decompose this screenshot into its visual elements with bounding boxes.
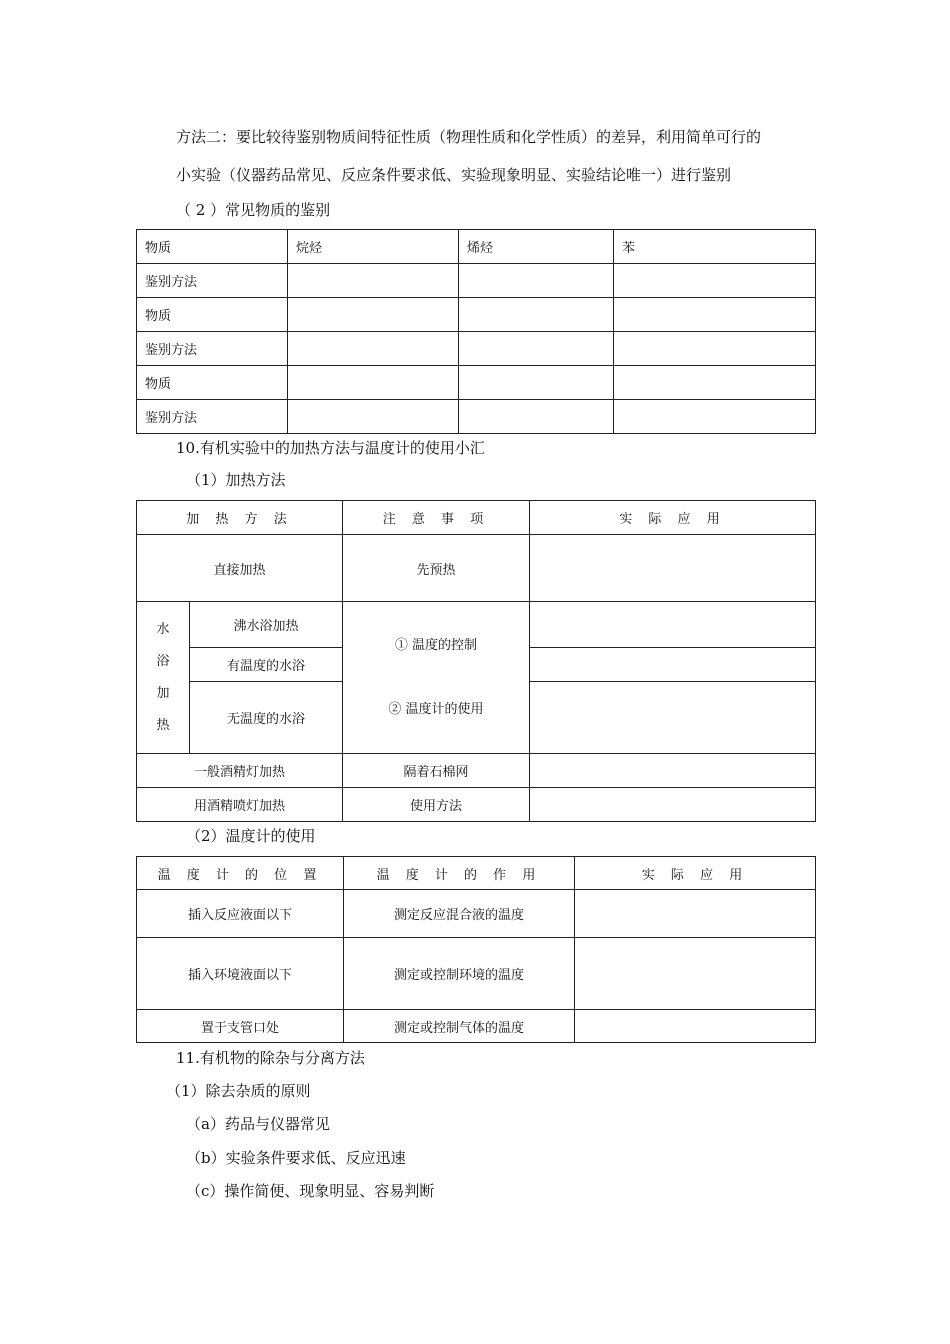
section-11-sub-1: （1）除去杂质的原则 [166, 1082, 311, 1100]
blank-cell [530, 602, 816, 648]
blank-cell [614, 264, 816, 298]
blank-cell [575, 890, 816, 938]
header-heating-method: 加 热 方 法 [137, 501, 343, 535]
cell-water-bath [137, 602, 190, 754]
section-11-heading: 11.有机物的除杂与分离方法 [176, 1049, 365, 1067]
cell-bath-notes [343, 602, 530, 754]
blank-cell [575, 1010, 816, 1043]
blank-cell [288, 366, 459, 400]
thermometer-table [136, 856, 816, 1043]
blank-cell [530, 682, 816, 754]
cell-function: 测定或控制环境的温度 [344, 938, 575, 1010]
blank-cell [530, 535, 816, 602]
header-application: 实 际 应 用 [575, 857, 816, 890]
water-bath-char: 水 [156, 621, 170, 637]
section-10-sub-2: （2）温度计的使用 [186, 827, 316, 845]
blank-cell [288, 264, 459, 298]
blank-cell [459, 400, 614, 434]
cell-position: 置于支管口处 [137, 1010, 344, 1043]
cell-method: 鉴别方法 [137, 332, 288, 366]
cell-alkene: 烯烃 [459, 230, 614, 264]
header-notes: 注 意 事 项 [343, 501, 530, 535]
blank-cell [614, 400, 816, 434]
header-thermometer-position: 温 度 计 的 位 置 [137, 857, 344, 890]
blank-cell [288, 298, 459, 332]
note-temperature-control: ① 温度的控制 [394, 637, 478, 653]
blank-cell [614, 366, 816, 400]
principle-b: （b）实验条件要求低、反应迅速 [186, 1149, 406, 1167]
cell-function: 测定反应混合液的温度 [344, 890, 575, 938]
blank-cell [459, 264, 614, 298]
principle-a: （a）药品与仪器常见 [186, 1115, 330, 1133]
cell-method: 鉴别方法 [137, 264, 288, 298]
blank-cell [288, 332, 459, 366]
cell-blowtorch: 用酒精喷灯加热 [137, 788, 343, 822]
header-thermometer-function: 温 度 计 的 作 用 [344, 857, 575, 890]
blank-cell [614, 298, 816, 332]
blank-cell [530, 754, 816, 788]
header-application: 实 际 应 用 [530, 501, 816, 535]
blank-cell [459, 332, 614, 366]
water-bath-char: 浴 [156, 653, 170, 669]
cell-substance: 物质 [137, 366, 288, 400]
cell-alkane: 烷烃 [288, 230, 459, 264]
cell-method: 鉴别方法 [137, 400, 288, 434]
intro-line-1: 方法二：要比较待鉴别物质间特征性质（物理性质和化学性质）的差异，利用简单可行的 [176, 128, 762, 146]
blank-cell [614, 332, 816, 366]
water-bath-char: 加 [156, 685, 170, 701]
cell-position: 插入反应液面以下 [137, 890, 344, 938]
cell-asbestos-gauze: 隔着石棉网 [343, 754, 530, 788]
blank-cell [459, 366, 614, 400]
cell-position: 插入环境液面以下 [137, 938, 344, 1010]
heating-methods-table [136, 500, 816, 822]
intro-line-2: 小实验（仪器药品常见、反应条件要求低、实验现象明显、实验结论唯一）进行鉴别 [176, 166, 732, 184]
blank-cell [288, 400, 459, 434]
cell-bath-with-temp: 有温度的水浴 [190, 648, 343, 682]
blank-cell [530, 788, 816, 822]
blank-cell [575, 938, 816, 1010]
blank-cell [459, 298, 614, 332]
section-10-heading: 10.有机实验中的加热方法与温度计的使用小汇 [176, 439, 485, 457]
cell-usage: 使用方法 [343, 788, 530, 822]
cell-direct-heating: 直接加热 [137, 535, 343, 602]
section-2-heading: （ 2 ）常见物质的鉴别 [176, 201, 331, 219]
cell-substance: 物质 [137, 230, 288, 264]
section-10-sub-1: （1）加热方法 [186, 471, 286, 489]
cell-alcohol-lamp: 一般酒精灯加热 [137, 754, 343, 788]
cell-function: 测定或控制气体的温度 [344, 1010, 575, 1043]
note-thermometer-use: ② 温度计的使用 [388, 701, 484, 717]
water-bath-char: 热 [156, 717, 170, 733]
principle-c: （c）操作简便、现象明显、容易判断 [186, 1182, 435, 1200]
cell-boiling-bath: 沸水浴加热 [190, 602, 343, 648]
blank-cell [530, 648, 816, 682]
cell-bath-without-temp: 无温度的水浴 [190, 682, 343, 754]
cell-benzene: 苯 [614, 230, 816, 264]
identification-table [136, 229, 816, 434]
cell-substance: 物质 [137, 298, 288, 332]
cell-preheat: 先预热 [343, 535, 530, 602]
